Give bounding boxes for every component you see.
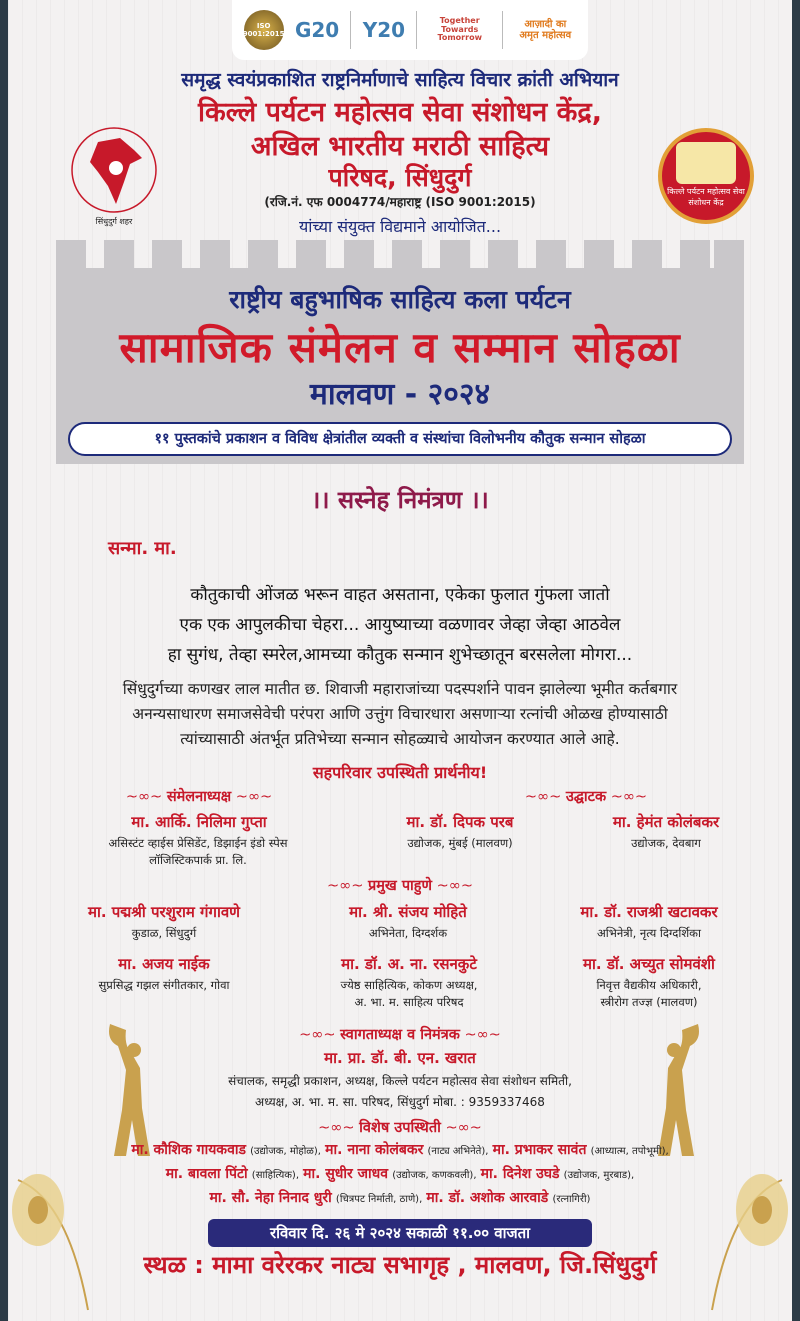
peacock-feather-right-icon <box>702 1170 792 1320</box>
wall-crenel <box>152 240 182 270</box>
special-heading: ~∞~ विशेष उपस्थिती ~∞~ <box>318 1120 482 1136</box>
wall-crenel <box>680 240 710 270</box>
campaign-line: समृद्ध स्वयंप्रकाशित राष्ट्रनिर्माणाचे साहित्य विचार क्रांती अभियान <box>181 69 619 91</box>
joint-line: यांच्या संयुक्त विद्यमाने आयोजित... <box>298 217 502 236</box>
guest-desc-3: अभिनेत्री, नृत्य दिग्दर्शिका <box>597 926 701 940</box>
wall-crenel <box>296 240 326 270</box>
inaugurator-desc-1: उद्योजक, मुंबई (मालवण) <box>407 836 513 850</box>
guest-name-1: मा. पद्मश्री परशुराम गंगावणे <box>87 903 241 921</box>
wall-crenel <box>632 240 662 270</box>
national-line: राष्ट्रीय बहुभाषिक साहित्य कला पर्यटन <box>229 285 571 314</box>
tutari-player-left-icon <box>104 1020 160 1160</box>
attendance-request: सहपरिवार उपस्थिती प्रार्थनीय! <box>312 763 488 782</box>
poem-line: हा सुगंध, तेव्हा स्मरेल,आमच्या कौतुक सन्मान शुभेच्छातून बरसलेला मोगरा... <box>167 645 633 665</box>
wall-crenel <box>344 240 374 270</box>
wall-crenel <box>200 240 230 270</box>
guest-name-2: मा. श्री. संजय मोहिते <box>349 903 467 921</box>
fort-icon <box>676 142 736 184</box>
chief-guests-heading: ~∞~ प्रमुख पाहुणे ~∞~ <box>326 878 473 894</box>
wall-crenel <box>488 240 518 270</box>
divider <box>416 11 417 49</box>
g20-logo: G20 <box>294 18 340 42</box>
guest-name-3: मा. डॉ. राजश्री खटावकर <box>580 903 718 921</box>
tutari-player-right-icon <box>648 1020 704 1160</box>
wall-crenel <box>714 240 744 270</box>
guest-desc-4: सुप्रसिद्ध गझल संगीतकार, गोवा <box>98 978 230 992</box>
venue-line: स्थळ : मामा वरेरकर नाट्य सभागृह , मालवण, जि.सिंधुदुर्ग <box>143 1251 657 1279</box>
inaugurator-name-2: मा. हेमंत कोलंबकर <box>612 813 720 831</box>
guest-desc-2: अभिनेता, दिग्दर्शक <box>368 926 448 940</box>
guest-name-4: मा. अजय नाईक <box>118 955 210 973</box>
president-name: मा. आर्कि. निलिमा गुप्ता <box>131 813 267 831</box>
wall-crenel <box>536 240 566 270</box>
welcome-desc: संचालक, समृद्धी प्रकाशन, अध्यक्ष, किल्ले पर्यटन महोत्सव सेवा संशोधन समिती, अध्यक्ष, अ. भा. म. सा. परिषद, सिंधुदुर्ग मोबा. : 9359337468 <box>228 1074 572 1109</box>
guest-name-5: मा. डॉ. अ. ना. रसनकुटे <box>341 955 477 973</box>
org-line-3: परिषद, सिंधुदुर्ग <box>328 163 472 192</box>
poem-line: कौतुकाची ओंजळ भरून वाहत असताना, एकेका फुलात गुंफला जातो <box>190 585 610 605</box>
guest-name-6: मा. डॉ. अच्युत सोमवंशी <box>583 955 715 973</box>
india-map-emblem-icon <box>68 120 160 230</box>
azadi-logo: आज़ादी का अमृत महोत्सव <box>519 19 572 41</box>
subtitle-pill: ११ पुस्तकांचे प्रकाशन व विविध क्षेत्रांतील व्यक्ती व संस्थांचा विलोभनीय कौतुक सन्मान सोहळा <box>68 422 732 456</box>
inaugurator-heading: ~∞~ उद्घाटक ~∞~ <box>524 789 648 805</box>
welcome-name: मा. प्रा. डॉ. बी. एन. खरात <box>324 1049 476 1067</box>
org-line-1: किल्ले पर्यटन महोत्सव सेवा संशोधन केंद्र, <box>197 97 603 128</box>
invitation-card <box>8 0 792 1321</box>
logo-strip <box>232 0 588 60</box>
divider <box>502 11 503 49</box>
date-time-bar: रविवार दि. २६ मे २०२४ सकाळी ११.०० वाजता <box>208 1219 592 1247</box>
president-desc: असिस्टंट व्हाईस प्रेसिडेंट, डिझाईन इंडो स्पेस लॉजिस्टिकपार्क प्रा. लि. <box>108 836 288 867</box>
y20-logo: Y20 <box>362 18 406 42</box>
divider <box>350 11 351 49</box>
iso-badge-icon: ISO 9001:2015 <box>244 10 284 50</box>
wall-crenel <box>584 240 614 270</box>
guest-desc-1: कुडाळ, सिंधुदुर्ग <box>131 926 197 940</box>
registration-line: (रजि.नं. एफ 0004774/महाराष्ट्र (ISO 9001:2015) <box>264 195 536 209</box>
special-row-3: मा. सौ. नेहा निनाद धुरी (चित्रपट निर्माती, ठाणे), मा. डॉ. अशोक आरवाडे (रत्नागिरी) <box>209 1190 591 1206</box>
salutation: सन्मा. मा. <box>108 538 177 559</box>
place-year: मालवण - २०२४ <box>309 377 491 412</box>
invitation-title: ।। सस्नेह निमंत्रण ।। <box>311 486 489 514</box>
welcome-heading: ~∞~ स्वागताध्यक्ष व निमंत्रक ~∞~ <box>299 1027 501 1043</box>
right-emblem-text: किल्ले पर्यटन महोत्सव सेवा संशोधन केंद्र <box>667 187 745 207</box>
prose-line: सिंधुदुर्गच्या कणखर लाल मातीत छ. शिवाजी महाराजांच्या पदस्पर्शाने पावन झालेल्या भूमीत कर्तबगार <box>122 680 678 698</box>
fort-festival-emblem-icon <box>658 128 754 224</box>
poem-line: एक एक आपुलकीचा चेहरा... आयुष्याच्या वळणावर जेव्हा जेव्हा आठवेल <box>179 615 621 635</box>
inaugurator-desc-2: उद्योजक, देवबाग <box>631 836 701 850</box>
guest-desc-6: निवृत्त वैद्यकीय अधिकारी, स्त्रीरोग तज्ज्ञ (मालवण) <box>596 978 702 1009</box>
special-row-2: मा. बावला पिंटो (साहित्यिक), मा. सुधीर जाधव (उद्योजक, कणकवली), मा. दिनेश उघडे (उद्योजक, मुरबाड), <box>165 1166 635 1182</box>
wall-crenel <box>104 240 134 270</box>
wall-crenel <box>440 240 470 270</box>
president-heading: ~∞~ संमेलनाध्यक्ष ~∞~ <box>125 789 273 805</box>
left-emblem-caption: सिंधुदुर्ग शहर <box>95 217 133 226</box>
guest-desc-5: ज्येष्ठ साहित्यिक, कोकण अध्यक्ष, अ. भा. म. साहित्य परिषद <box>340 978 478 1009</box>
wall-crenel <box>248 240 278 270</box>
peacock-feather-left-icon <box>8 1170 98 1320</box>
main-title: सामाजिक संमेलन व सम्मान सोहळा <box>119 323 681 372</box>
together-logo: Together Towards Tomorrow <box>437 15 482 43</box>
wall-crenel <box>56 240 86 270</box>
prose-line: अनन्यसाधारण समाजसेवेची परंपरा आणि उत्तुंग विचारधारा असणाऱ्या रत्नांची ओळख होण्यासाठी <box>132 705 668 723</box>
inaugurator-name-1: मा. डॉ. दिपक परब <box>406 813 514 831</box>
wall-crenel <box>392 240 422 270</box>
special-row-1: मा. कौशिक गायकवाड (उद्योजक, मोहोळ), मा. नाना कोलंबकर (नाट्य अभिनेते), मा. प्रभाकर सावंत (आध्यात्म, तपोभूमी), <box>131 1142 669 1158</box>
org-line-2: अखिल भारतीय मराठी साहित्य <box>250 131 550 162</box>
prose-line: त्यांच्यासाठी अंतर्भूत प्रतिभेच्या सन्मान सोहळ्याचे आयोजन करण्यात आले आहे. <box>180 730 620 748</box>
